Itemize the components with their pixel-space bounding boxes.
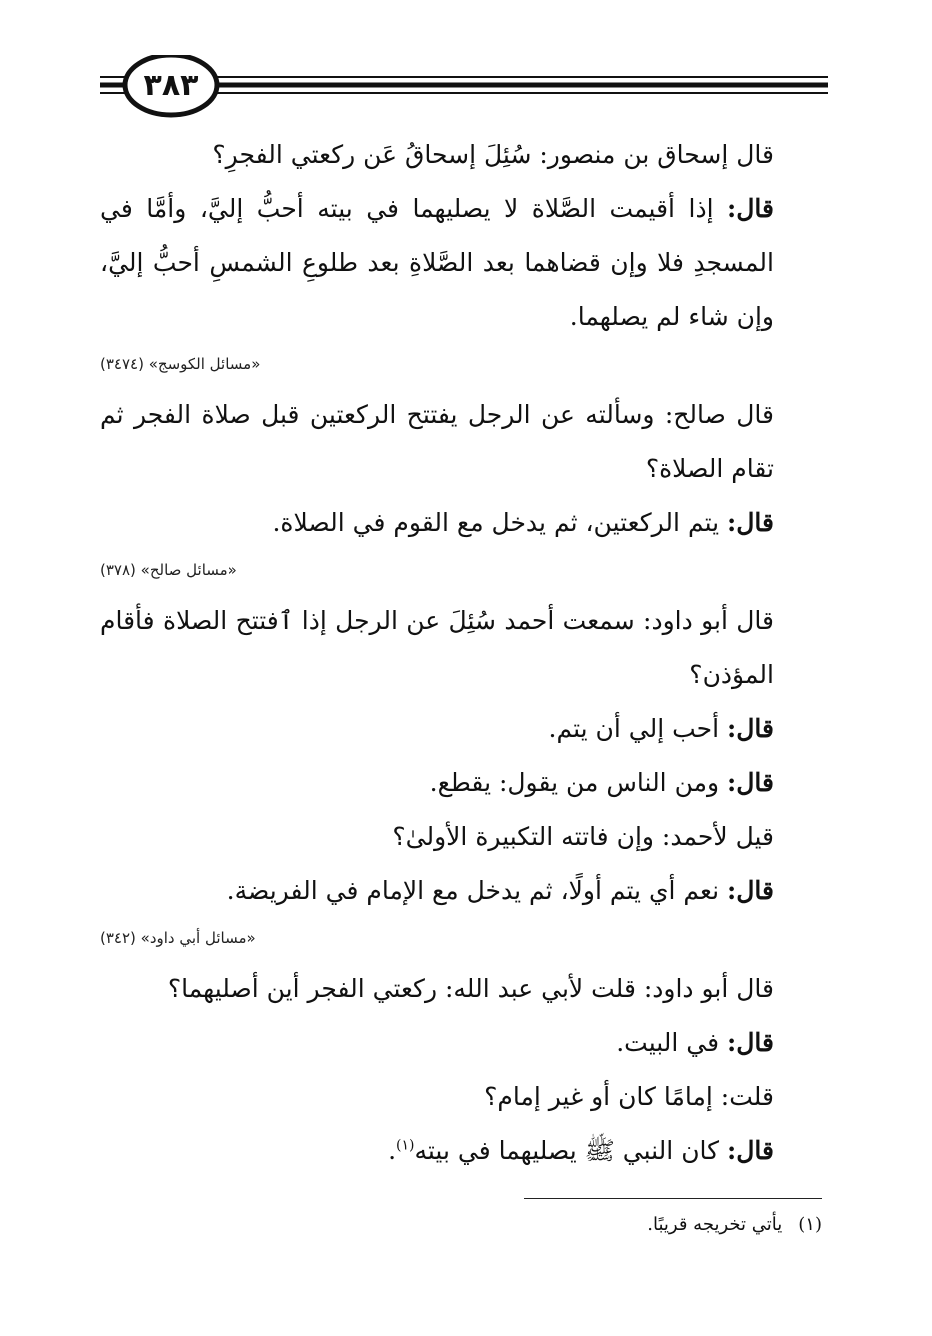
footnote-text: يأتي تخريجه قريبًا.: [647, 1214, 783, 1235]
paragraph: [100, 1070, 822, 1124]
speaker-label: قال:: [727, 714, 774, 743]
speaker-label: قال:: [727, 508, 774, 537]
paragraph: [100, 756, 822, 810]
paragraph: [100, 864, 822, 918]
paragraph: [100, 128, 822, 182]
paragraph-text: أحب إلي أن يتم.: [548, 714, 728, 743]
footnote-item: [647, 1210, 822, 1240]
source-citation-row: [100, 550, 822, 594]
paragraph-text: قال أبو داود: سمعت أحمد سُئِلَ عن الرجل إذا ٱفتتح الصلاة فأقام المؤذن؟: [100, 606, 774, 689]
paragraph-tail: .: [388, 1136, 397, 1165]
paragraph-text: نعم أي يتم أولًا، ثم يدخل مع الإمام في الفريضة.: [226, 876, 728, 905]
speaker-label: قال:: [727, 1028, 774, 1057]
paragraph-text: في البيت.: [616, 1028, 728, 1057]
speaker-label: قال:: [727, 1136, 774, 1165]
main-text: [100, 128, 822, 1178]
paragraph-text: يتم الركعتين، ثم يدخل مع القوم في الصلاة.: [272, 508, 728, 537]
footnotes: [647, 1210, 822, 1240]
paragraph-text: قال أبو داود: قلت لأبي عبد الله: ركعتي الفجر أين أصليهما؟: [167, 974, 774, 1003]
paragraph-text: كان النبي ﷺ يصليهما في بيته: [414, 1136, 728, 1165]
source-citation: «مسائل الكوسج» (٣٤٧٤): [100, 355, 261, 373]
footnote-number: (١): [798, 1214, 822, 1235]
paragraph-text: قلت: إمامًا كان أو غير إمام؟: [484, 1082, 774, 1111]
paragraph: [100, 1124, 822, 1178]
source-citation: «مسائل صالح» (٣٧٨): [100, 561, 237, 579]
footnote-separator: [524, 1198, 822, 1199]
paragraph: [100, 182, 822, 344]
paragraph-text: ومن الناس من يقول: يقطع.: [429, 768, 728, 797]
paragraph: [100, 496, 822, 550]
source-citation-row: [100, 918, 822, 962]
speaker-label: قال:: [727, 876, 774, 905]
paragraph: [100, 962, 822, 1016]
speaker-label: قال:: [727, 768, 774, 797]
source-citation: «مسائل أبي داود» (٣٤٢): [100, 929, 256, 947]
paragraph: [100, 1016, 822, 1070]
paragraph: [100, 810, 822, 864]
paragraph-text: قال صالح: وسألته عن الرجل يفتتح الركعتين قبل صلاة الفجر ثم تقام الصلاة؟: [100, 400, 774, 483]
source-citation-row: [100, 344, 822, 388]
footnote-reference[interactable]: (١): [396, 1137, 415, 1154]
paragraph: [100, 702, 822, 756]
paragraph: [100, 594, 822, 702]
paragraph-text: قيل لأحمد: وإن فاتته التكبيرة الأولىٰ؟: [392, 822, 774, 851]
paragraph-text: قال إسحاق بن منصور: سُئِلَ إسحاقُ عَن ركعتي الفجرِ؟: [212, 140, 774, 169]
speaker-label: قال:: [727, 194, 774, 223]
paragraph-text: إذا أقيمت الصَّلاة لا يصليهما في بيته أحبُّ إليَّ، وأمَّا في المسجدِ فلا وإن قضاهما بعد الصَّلاةِ بعد طلوعِ الشمسِ أحبُّ إليَّ، وإن شاء لم يصلهما.: [100, 194, 774, 331]
page-header: [100, 55, 828, 125]
page-number: ٣٨٣: [143, 67, 199, 103]
paragraph: [100, 388, 822, 496]
